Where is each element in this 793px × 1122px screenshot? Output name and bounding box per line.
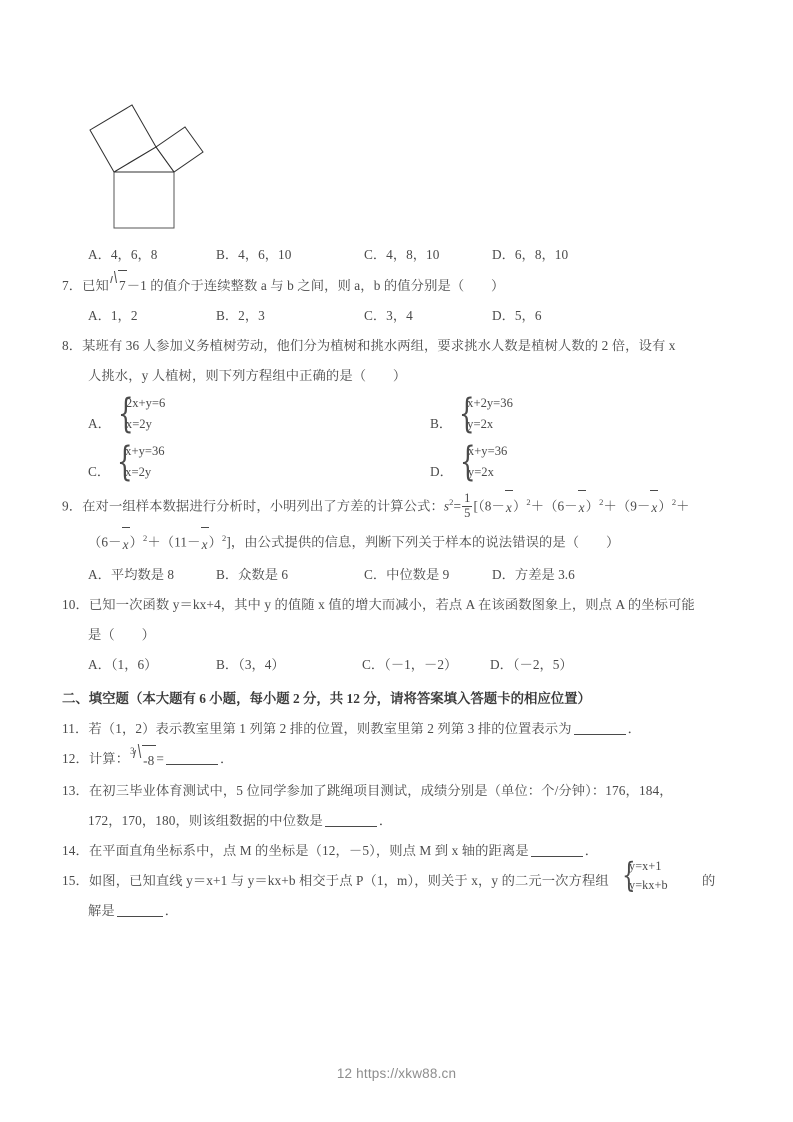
q7-text-after: －1 的值介于连续整数 a 与 b 之间，则 a，b 的值分别是（ ） [126, 278, 505, 293]
question-10-stem-line1 [62, 590, 734, 620]
q9-term-2: 6 [557, 498, 565, 514]
q6-option-d[interactable]: D．6，8，10 [492, 247, 569, 262]
q15-tail: ． [164, 902, 179, 918]
q10-line1: 已知一次函数 y＝kx+4，其中 y 的值随 x 值的增大而减小，若点 A 在该函数图象上，则点 A 的坐标可能 [88, 596, 695, 612]
q15-number: 15． [62, 872, 89, 888]
q13-answer-blank[interactable] [325, 826, 377, 827]
q9-term-1: 8 [484, 498, 492, 514]
q8-option-b-label: B． [430, 416, 453, 431]
q6-option-a[interactable]: A．4，6，8 [88, 247, 158, 262]
q8-option-c-system [112, 441, 164, 483]
q8-option-c-label: C． [88, 464, 111, 479]
q9-option-a[interactable]: A．平均数是 8 [88, 566, 175, 582]
section-2-heading: 二、填空题（本大题有 6 小题，每小题 2 分，共 12 分，请将答案填入答题卡的相应位置） [62, 690, 591, 706]
q8-option-d-label: D． [430, 464, 453, 479]
q7-option-c[interactable]: C．3，4 [364, 308, 413, 323]
q12-answer-blank[interactable] [166, 764, 218, 765]
q9-bracket-open: [ [473, 498, 479, 514]
q8-option-b-eq2: y=2x [467, 417, 494, 431]
left-brace-icon: { [117, 439, 133, 485]
q9-number: 9． [62, 498, 83, 514]
left-brace-icon: { [622, 855, 636, 896]
q9-option-b[interactable]: B．众数是 6 [216, 566, 289, 582]
question-11 [62, 714, 734, 744]
q11-text: 若（1，2）表示教室里第 1 列第 2 排的位置，则教室里第 2 列第 3 排的位置表示为 [88, 720, 572, 736]
q12-radicand: -8 [142, 745, 156, 776]
q12-tail: ． [220, 750, 234, 766]
x-bar-symbol: x [650, 493, 658, 523]
x-bar-symbol: x [201, 530, 209, 560]
q8-option-d-system [455, 441, 507, 483]
x-bar-symbol: x [122, 530, 130, 560]
q14-tail: ． [584, 842, 599, 858]
q8-option-d-eq2: y=2x [467, 465, 494, 479]
q13-line1: 在初三毕业体育测试中，5 位同学参加了跳绳项目测试，成绩分别是（单位：个/分钟）：176，184， [88, 782, 673, 798]
left-brace-icon: { [459, 391, 475, 437]
q9-option-d[interactable]: D．方差是 3.6 [492, 566, 575, 582]
q8-option-a-eq1: 2x+y=6 [125, 396, 166, 410]
q7-options [62, 301, 734, 331]
q15-de-character: 的 [702, 872, 716, 888]
q12-equals: = [156, 750, 164, 766]
question-9-stem-line2: $(6-x)^2+(11-x)^2$]，由公式提供的信息，判断下列关于样本的说法错误的是（ ） [62, 523, 734, 559]
cube-root-icon [129, 745, 156, 776]
root-index: 3 [130, 745, 135, 756]
exp-2: 2 [526, 497, 531, 507]
exp-2: 2 [221, 533, 227, 544]
three-squares-figure [62, 88, 734, 236]
q8-option-a[interactable] [88, 393, 165, 435]
pythagorean-squares-svg [84, 88, 244, 233]
q8-option-a-eq2: x=2y [125, 417, 152, 431]
q8-option-a-label: A． [88, 416, 111, 431]
q8-option-b-eq1: x+2y=36 [467, 396, 513, 410]
q8-option-b[interactable] [430, 393, 513, 435]
q11-answer-blank[interactable] [574, 734, 626, 735]
q7-text-before: 已知 [82, 278, 109, 293]
page-footer-watermark: 12 https://xkw88.cn [336, 1066, 457, 1081]
q15-answer-blank[interactable] [117, 916, 163, 917]
q8-option-c-eq2: x=2y [125, 465, 152, 479]
q13-line2: 172，170，180，则该组数据的中位数是 [88, 812, 323, 828]
left-brace-icon: { [117, 391, 134, 437]
question-13-line1 [62, 776, 734, 806]
q10-line2: 是（ ） [88, 626, 155, 642]
fraction-denominator: 5 [464, 505, 471, 520]
q9-formula-equals: = [453, 498, 462, 514]
q9-options [62, 560, 734, 590]
q9-bracket-close: ] [226, 534, 231, 550]
q9-formula-lhs: s [443, 498, 450, 514]
q8-line2: 人挑水，y 人植树，则下列方程组中正确的是（ ） [88, 368, 407, 383]
q10-option-a[interactable]: A．（1，6） [88, 656, 158, 672]
q7-option-a[interactable]: A．1，2 [88, 308, 138, 323]
q9-line2-tail: ，由公式提供的信息，判断下列关于样本的说法错误的是（ ） [230, 534, 620, 550]
q7-radicand: 7 [118, 270, 127, 301]
q13-number: 13． [62, 782, 89, 798]
x-bar-symbol: x [578, 493, 586, 523]
q10-option-d[interactable]: D．（－2，5） [490, 656, 573, 672]
q8-number: 8． [62, 338, 83, 353]
q9-term-4: 6 [101, 534, 109, 550]
q11-number: 11． [62, 720, 89, 736]
q15-eq2: y=kx+b [629, 877, 668, 892]
q10-options [62, 650, 734, 680]
q8-option-d-eq1: x+y=36 [467, 444, 508, 458]
q8-option-b-system [454, 393, 513, 435]
q6-option-c[interactable]: C．4，8，10 [364, 247, 440, 262]
sqrt-icon [109, 270, 127, 301]
q15-equation-system [618, 857, 668, 895]
q14-answer-blank[interactable] [531, 856, 583, 857]
q11-tail: ． [627, 720, 641, 736]
question-15-line2 [62, 896, 734, 926]
q8-option-c-eq1: x+y=36 [125, 444, 165, 458]
q10-option-b[interactable]: B．（3，4） [216, 656, 285, 672]
q7-option-d[interactable]: D．5，6 [492, 308, 542, 323]
q6-options [62, 240, 734, 270]
q9-lead: 在对一组样本数据进行分析时，小明列出了方差的计算公式： [82, 498, 444, 514]
question-10-stem-line2 [62, 620, 734, 650]
q9-term-3: 9 [630, 498, 637, 514]
question-15-line1 [62, 855, 734, 896]
q6-option-b[interactable]: B．4，6，10 [216, 247, 292, 262]
q8-option-a-system [113, 393, 165, 435]
fraction-numerator: 1 [464, 491, 471, 506]
q15-eq1: y=x+1 [629, 858, 662, 873]
question-7-stem [62, 270, 734, 301]
exp-2: 2 [142, 533, 148, 544]
q12-number: 12． [62, 750, 89, 766]
q8-option-d[interactable] [430, 441, 507, 483]
exp-2: 2 [671, 497, 677, 507]
left-brace-icon: { [459, 439, 476, 485]
question-8-stem-line2 [62, 361, 734, 391]
page-content [62, 88, 734, 926]
x-bar-symbol: x [505, 493, 513, 523]
q14-text: 在平面直角坐标系中，点 M 的坐标是（12，－5），则点 M 到 x 轴的距离是 [88, 842, 529, 858]
q9-formula-lhs-exp: 2 [449, 497, 454, 507]
question-9-stem-line1: 9．在对一组样本数据进行分析时，小明列出了方差的计算公式：$s^2=$ $\frac{1}{5}$ [$(8-x)^2+(6-x)^2+(9-x)^2+$ [62, 487, 734, 523]
q14-number: 14． [62, 842, 89, 858]
q7-option-b[interactable]: B．2，3 [216, 308, 265, 323]
one-fifth-fraction [462, 492, 472, 520]
q10-option-c[interactable]: C．（－1，－2） [362, 656, 458, 672]
q9-term-5: 11 [174, 534, 188, 550]
q15-line2: 解是 [88, 902, 115, 918]
q15-text: 如图，已知直线 y＝x+1 与 y＝kx+b 相交于点 P（1，m），则关于 x，y 的二元一次方程组 [88, 872, 609, 888]
question-8-stem-line1 [62, 331, 734, 361]
q7-number: 7． [62, 278, 83, 293]
q12-text: 计算： [88, 750, 130, 766]
q8-line1: 某班有 36 人参加义务植树劳动，他们分为植树和挑水两组，要求挑水人数是植树人数的 2 倍，设有 x [82, 338, 676, 353]
q8-options [62, 391, 734, 487]
q8-option-c[interactable] [88, 441, 165, 483]
question-13-line2 [62, 806, 734, 836]
q9-option-c[interactable]: C．中位数是 9 [364, 566, 450, 582]
exp-2: 2 [599, 497, 604, 507]
question-12 [62, 744, 734, 776]
q13-tail: ． [378, 812, 393, 828]
q10-number: 10． [62, 596, 89, 612]
